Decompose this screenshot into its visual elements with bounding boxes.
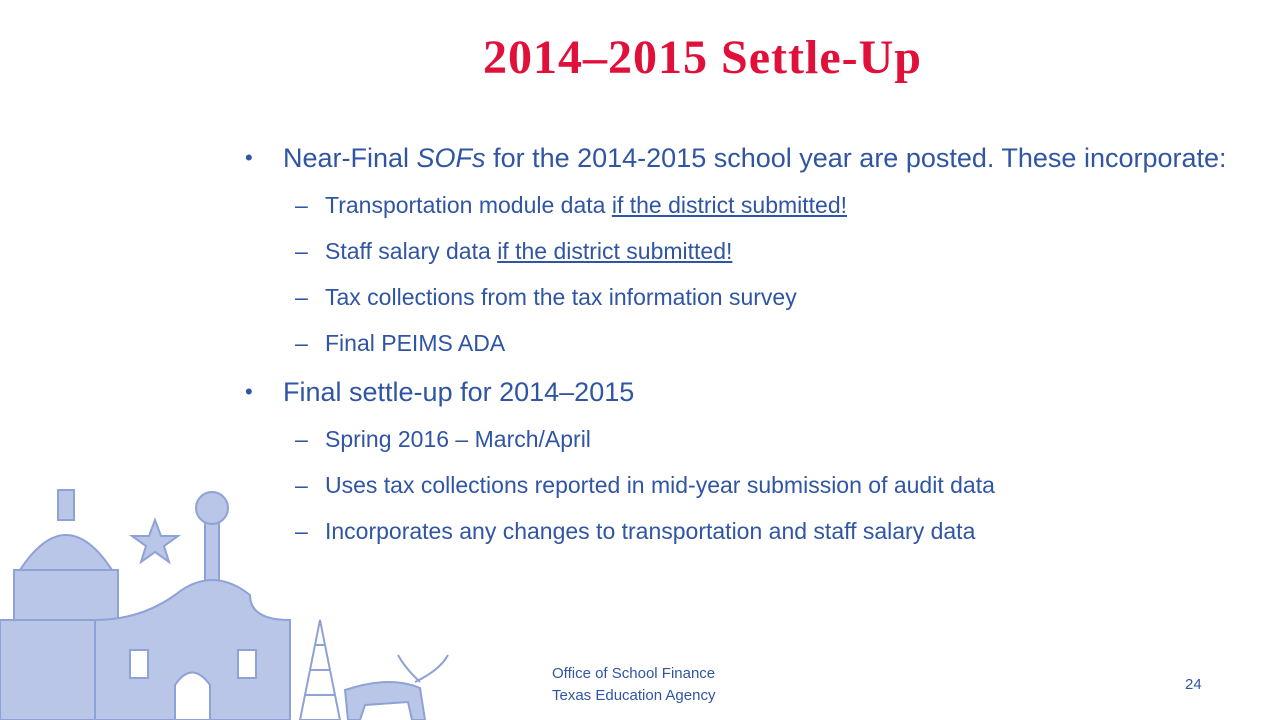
bullet-text: for the 2014-2015 school year are posted. These incorporate: xyxy=(485,143,1227,173)
bullet-icon: • xyxy=(245,145,253,170)
dash-icon: – xyxy=(295,192,308,218)
footer-office: Office of School Finance xyxy=(552,665,716,682)
sub-bullet-peims-ada xyxy=(245,328,1265,358)
capitol-drum xyxy=(14,570,118,620)
dash-icon: – xyxy=(295,330,308,356)
slide-title: 2014–2015 Settle-Up xyxy=(483,31,922,84)
bullet-text: Final settle-up for 2014–2015 xyxy=(283,377,635,407)
footer xyxy=(552,663,715,707)
bullet-emphasis: SOFs xyxy=(416,143,486,173)
capitol-dome xyxy=(20,535,112,570)
bullet-icon: • xyxy=(245,379,253,404)
sub-bullet-text: Final PEIMS ADA xyxy=(325,330,506,356)
dash-icon: – xyxy=(295,518,308,544)
dash-icon: – xyxy=(295,472,308,498)
alamo-window xyxy=(130,650,148,678)
footer-agency: Texas Education Agency xyxy=(552,687,716,704)
dash-icon: – xyxy=(295,426,308,452)
sub-bullet-underline: if the district submitted! xyxy=(497,238,733,264)
sub-bullet-staff-salary xyxy=(245,236,1265,266)
alamo-window xyxy=(238,650,256,678)
dash-icon: – xyxy=(295,284,308,310)
sub-bullet-transportation xyxy=(245,190,1265,220)
longhorn xyxy=(345,682,425,720)
alamo-door xyxy=(175,673,210,720)
page-number: 24 xyxy=(1185,676,1202,693)
texas-landmarks-illustration xyxy=(0,470,450,720)
longhorn-horns xyxy=(398,655,448,682)
bullet-final-settle-up xyxy=(245,374,1265,410)
dash-icon: – xyxy=(295,238,308,264)
tower-top xyxy=(196,492,228,524)
sub-bullet-text: Uses tax collections reported in mid-year submission of audit data xyxy=(325,472,995,498)
sub-bullet-text: Staff salary data xyxy=(325,238,498,264)
sub-bullet-text: Transportation module data xyxy=(325,192,612,218)
sub-bullet-tax-collections xyxy=(245,282,1265,312)
sub-bullet-text: Incorporates any changes to transportation and staff salary data xyxy=(325,518,976,544)
capitol-lantern xyxy=(58,490,74,520)
sub-bullet-text: Tax collections from the tax information survey xyxy=(325,284,797,310)
sub-bullet-underline: if the district submitted! xyxy=(611,192,848,218)
sub-bullet-spring-2016 xyxy=(245,424,1265,454)
sub-bullet-text: Spring 2016 – March/April xyxy=(325,426,591,452)
bullet-text: Near-Final xyxy=(283,143,417,173)
star-seal xyxy=(132,520,178,562)
bullet-near-final-sofs xyxy=(245,140,1265,176)
